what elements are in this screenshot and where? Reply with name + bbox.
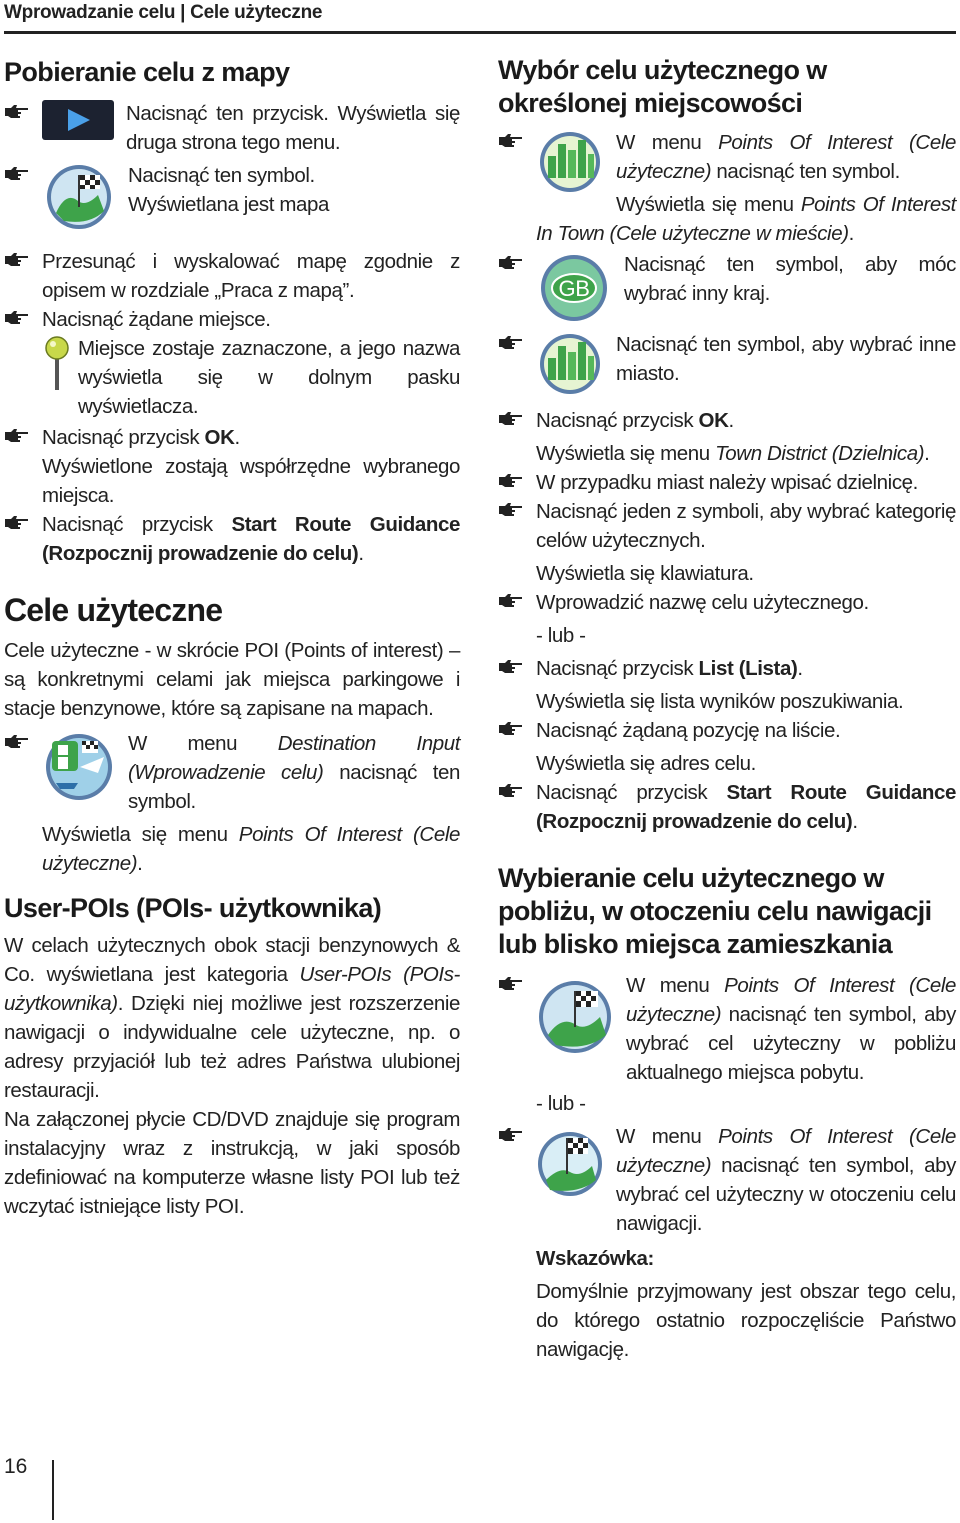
step-text: Nacisnąć ten przycisk. Wyświetla się druga strona tego menu. [126, 102, 460, 154]
step-press-ok [498, 406, 956, 468]
step-destination-symbol [498, 1122, 956, 1364]
step-result: Wyświetla się menu Town District (Dzielnica). [536, 442, 930, 465]
pointing-hand-icon [4, 166, 30, 182]
step-start-guidance [498, 778, 956, 836]
step-text: Przesunąć i wyskalować mapę zgodnie z opisem w rozdziale „Praca z mapą”. [42, 250, 460, 302]
pointing-hand-icon [498, 1127, 524, 1143]
pointing-hand-icon [498, 473, 524, 489]
section-title-user-poi: User-POIs (POIs- użytkownika) [4, 893, 382, 923]
user-poi-paragraph: W celach użytecznych obok stacji benzynowych & Co. wyświetlana jest kategoria User-POIs (POIs-użytkownika). Dzięki niej możliwe jest rozszerzenie nawigacji o indywidualne cele użyteczne, np. o adresy przyjaciół lub też adres Państwa ulubionej restauracji. [4, 934, 460, 1102]
pointing-hand-icon [498, 721, 524, 737]
nearby-flag-icon [536, 973, 614, 1063]
map-pin-icon [44, 336, 70, 392]
step-result: Wyświetla się menu Points Of Interest (Cele użyteczne). [42, 823, 460, 875]
step-move-map [4, 247, 460, 305]
step-text: W menu Points Of Interest (Cele użyteczne) nacisnąć ten symbol. [616, 131, 956, 183]
pointing-hand-icon [4, 515, 30, 531]
pointing-hand-icon [4, 104, 30, 120]
step-result: Wyświetla się lista wyników poszukiwania. [536, 690, 904, 713]
poi-intro: Cele użyteczne - w skrócie POI (Points of interest) – są konkretnymi celami jak miejsca parkingowe i stacje benzynowe, które są zapisane na mapach. [4, 639, 460, 720]
step-text: W przypadku miast należy wpisać dzielnicę. [536, 471, 918, 494]
destination-flag-icon [536, 1124, 604, 1208]
step-tap-place [4, 305, 460, 334]
step-text: W menu Destination Input (Wprowadzenie celu) nacisnąć ten symbol. [128, 732, 460, 813]
country-gb-icon [536, 252, 612, 324]
pointing-hand-icon [4, 310, 30, 326]
pointing-hand-icon [4, 428, 30, 444]
pointing-hand-icon [498, 593, 524, 609]
pointing-hand-icon [498, 502, 524, 518]
step-list [498, 654, 956, 716]
step-district [498, 468, 956, 497]
step-text: Nacisnąć jeden z symboli, aby wybrać kategorię celów użytecznych. [536, 500, 956, 552]
step-text: Nacisnąć przycisk OK. [42, 426, 240, 449]
gb-label: GB [558, 276, 590, 301]
user-poi-cd-paragraph: Na załączonej płycie CD/DVD znajduje się program instalacyjny wraz z instrukcją, w jaki sposób zdefiniować na komputerze własne listy POI lub też wczytać istniejące listy POI. [4, 1108, 460, 1218]
step-city-symbol [498, 330, 956, 398]
step-enter-name [498, 588, 956, 650]
step-text: Nacisnąć przycisk List (Lista). [536, 657, 803, 680]
step-result: Wyświetla się klawiatura. [536, 562, 754, 585]
poi-category-icon [42, 731, 116, 803]
step-result: Wyświetla się menu Points Of Interest In Town (Cele użyteczne w mieście). [536, 193, 956, 245]
step-country-symbol [498, 250, 956, 326]
city-icon [536, 130, 604, 194]
city-icon [536, 332, 604, 396]
step-select-item [498, 716, 956, 778]
step-text: Nacisnąć żądaną pozycję na liście. [536, 719, 841, 742]
step-poi-symbol [4, 729, 460, 878]
step-town-symbol [498, 128, 956, 248]
step-text: Nacisnąć przycisk OK. [536, 409, 734, 432]
step-map-symbol [4, 161, 460, 233]
section-title-poi: Cele użyteczne [4, 592, 223, 628]
step-text: Nacisnąć przycisk Start Route Guidance (Rozpocznij prowadzenie do celu). [536, 781, 956, 833]
step-start-guidance [4, 510, 460, 568]
right-column [498, 50, 956, 1364]
section-title-nearby-poi: Wybieranie celu użytecznego w pobliżu, w otoczeniu celu nawigacji lub blisko miejsca zamieszkania [498, 863, 932, 959]
or-text: - lub - [536, 624, 586, 647]
step-result: Wyświetla się adres celu. [536, 752, 756, 775]
pointing-hand-icon [498, 659, 524, 675]
step-text: Nacisnąć ten symbol. [128, 164, 315, 187]
pointing-hand-icon [498, 335, 524, 351]
page-number-rule [52, 1460, 54, 1520]
section-title-map: Pobieranie celu z mapy [4, 57, 290, 87]
next-page-button-icon [42, 100, 114, 140]
step-text: Wprowadzić nazwę celu użytecznego. [536, 591, 869, 614]
pointing-hand-icon [4, 734, 30, 750]
step-text: Nacisnąć ten symbol, aby wybrać inne miasto. [616, 333, 956, 385]
pointing-hand-icon [498, 133, 524, 149]
step-text: W menu Points Of Interest (Cele użyteczne) nacisnąć ten symbol, aby wybrać cel użyteczny w pobliżu aktualnego miejsca pobytu. [626, 974, 956, 1084]
step-nearby-symbol [498, 971, 956, 1118]
step-text: W menu Points Of Interest (Cele użyteczne) nacisnąć ten symbol, aby wybrać cel użyteczny w otoczeniu celu nawigacji. [616, 1125, 956, 1235]
pin-note [4, 334, 460, 421]
hint-title: Wskazówka: [536, 1247, 654, 1270]
header-rule [4, 31, 956, 34]
step-text: Nacisnąć przycisk Start Route Guidance (Rozpocznij prowadzenie do celu). [42, 513, 460, 565]
note-text: Miejsce zostaje zaznaczone, a jego nazwa wyświetla się w dolnym pasku wyświetlacza. [78, 337, 460, 418]
step-result: Wyświetlone zostają współrzędne wybranego miejsca. [42, 455, 460, 507]
pointing-hand-icon [4, 252, 30, 268]
step-next-page [4, 99, 460, 157]
step-text: Nacisnąć żądane miejsce. [42, 308, 271, 331]
map-flag-icon [42, 163, 116, 231]
step-category [498, 497, 956, 588]
pointing-hand-icon [498, 976, 524, 992]
step-result: Wyświetlana jest mapa [128, 193, 330, 216]
left-column [4, 50, 460, 1221]
pointing-hand-icon [498, 255, 524, 271]
page-number: 16 [4, 1455, 28, 1478]
page-header: Wprowadzanie celu | Cele użyteczne [4, 2, 323, 23]
pointing-hand-icon [498, 411, 524, 427]
or-text: - lub - [536, 1092, 586, 1115]
section-title-town-poi: Wybór celu użytecznego w określonej miejscowości [498, 55, 827, 118]
hint-text: Domyślnie przyjmowany jest obszar tego celu, do którego ostatnio rozpoczęliście Państwo nawigację. [536, 1280, 956, 1361]
pointing-hand-icon [498, 783, 524, 799]
step-text: Nacisnąć ten symbol, aby móc wybrać inny kraj. [624, 253, 956, 305]
step-press-ok [4, 423, 460, 510]
